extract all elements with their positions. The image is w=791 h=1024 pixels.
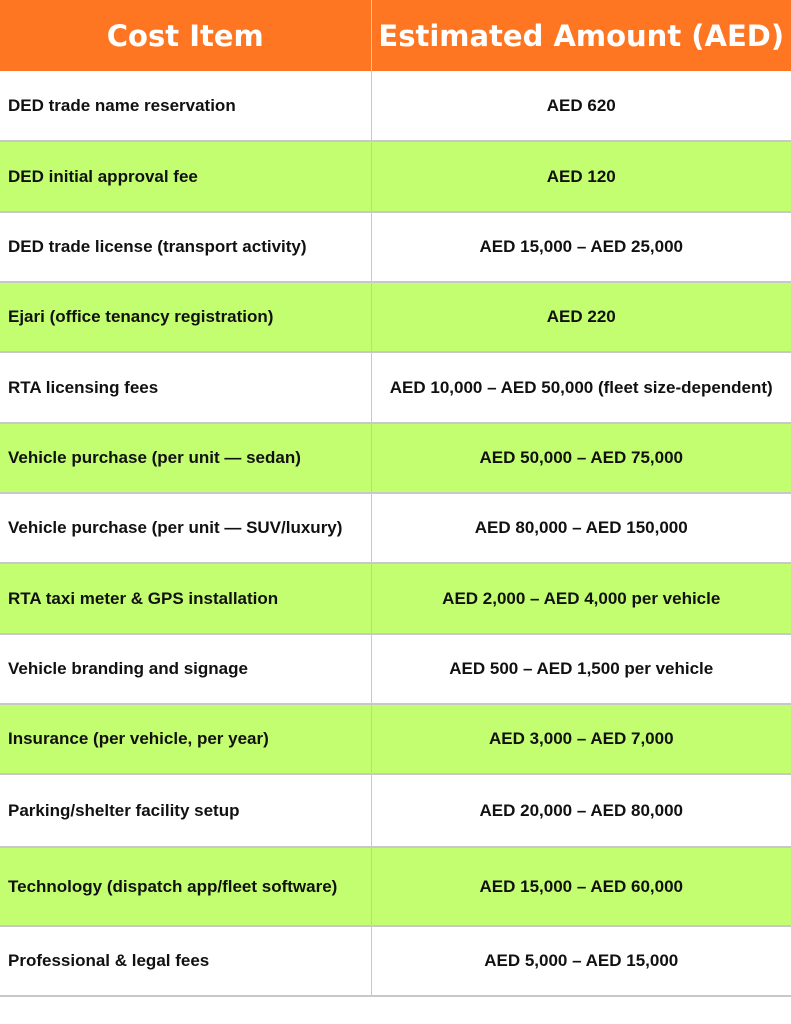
amount-cell: AED 50,000 – AED 75,000 [371,423,791,493]
cost-item-cell: RTA taxi meter & GPS installation [0,563,371,634]
amount-cell: AED 120 [371,141,791,212]
cost-item-cell: Vehicle branding and signage [0,634,371,704]
table-row [0,926,791,996]
cost-item-cell: DED initial approval fee [0,141,371,212]
amount-cell: AED 15,000 – AED 25,000 [371,212,791,282]
table-row [0,212,791,282]
cost-item-cell: Technology (dispatch app/fleet software) [0,847,371,926]
amount-cell: AED 620 [371,71,791,141]
amount-cell: AED 500 – AED 1,500 per vehicle [371,634,791,704]
table-row [0,774,791,847]
amount-cell: AED 80,000 – AED 150,000 [371,493,791,563]
cost-item-cell: Vehicle purchase (per unit — SUV/luxury) [0,493,371,563]
cost-item-cell: DED trade license (transport activity) [0,212,371,282]
table-row [0,634,791,704]
header-row [0,0,791,71]
cost-item-cell: Parking/shelter facility setup [0,774,371,847]
table-row [0,282,791,352]
amount-cell: AED 10,000 – AED 50,000 (fleet size-dependent) [371,352,791,423]
amount-cell: AED 15,000 – AED 60,000 [371,847,791,926]
amount-cell: AED 20,000 – AED 80,000 [371,774,791,847]
cost-item-cell: DED trade name reservation [0,71,371,141]
amount-cell: AED 3,000 – AED 7,000 [371,704,791,774]
amount-cell: AED 2,000 – AED 4,000 per vehicle [371,563,791,634]
header-estimated-amount: Estimated Amount (AED) [371,0,791,71]
cost-item-cell: Ejari (office tenancy registration) [0,282,371,352]
table-row [0,71,791,141]
table-row [0,847,791,926]
cost-item-cell: Vehicle purchase (per unit — sedan) [0,423,371,493]
table-row [0,493,791,563]
cost-item-cell: Professional & legal fees [0,926,371,996]
table-row [0,141,791,212]
table-row [0,563,791,634]
header-cost-item: Cost Item [0,0,371,71]
table-row [0,704,791,774]
cost-item-cell: RTA licensing fees [0,352,371,423]
amount-cell: AED 5,000 – AED 15,000 [371,926,791,996]
cost-item-cell: Insurance (per vehicle, per year) [0,704,371,774]
amount-cell: AED 220 [371,282,791,352]
table-row [0,423,791,493]
table-row [0,352,791,423]
